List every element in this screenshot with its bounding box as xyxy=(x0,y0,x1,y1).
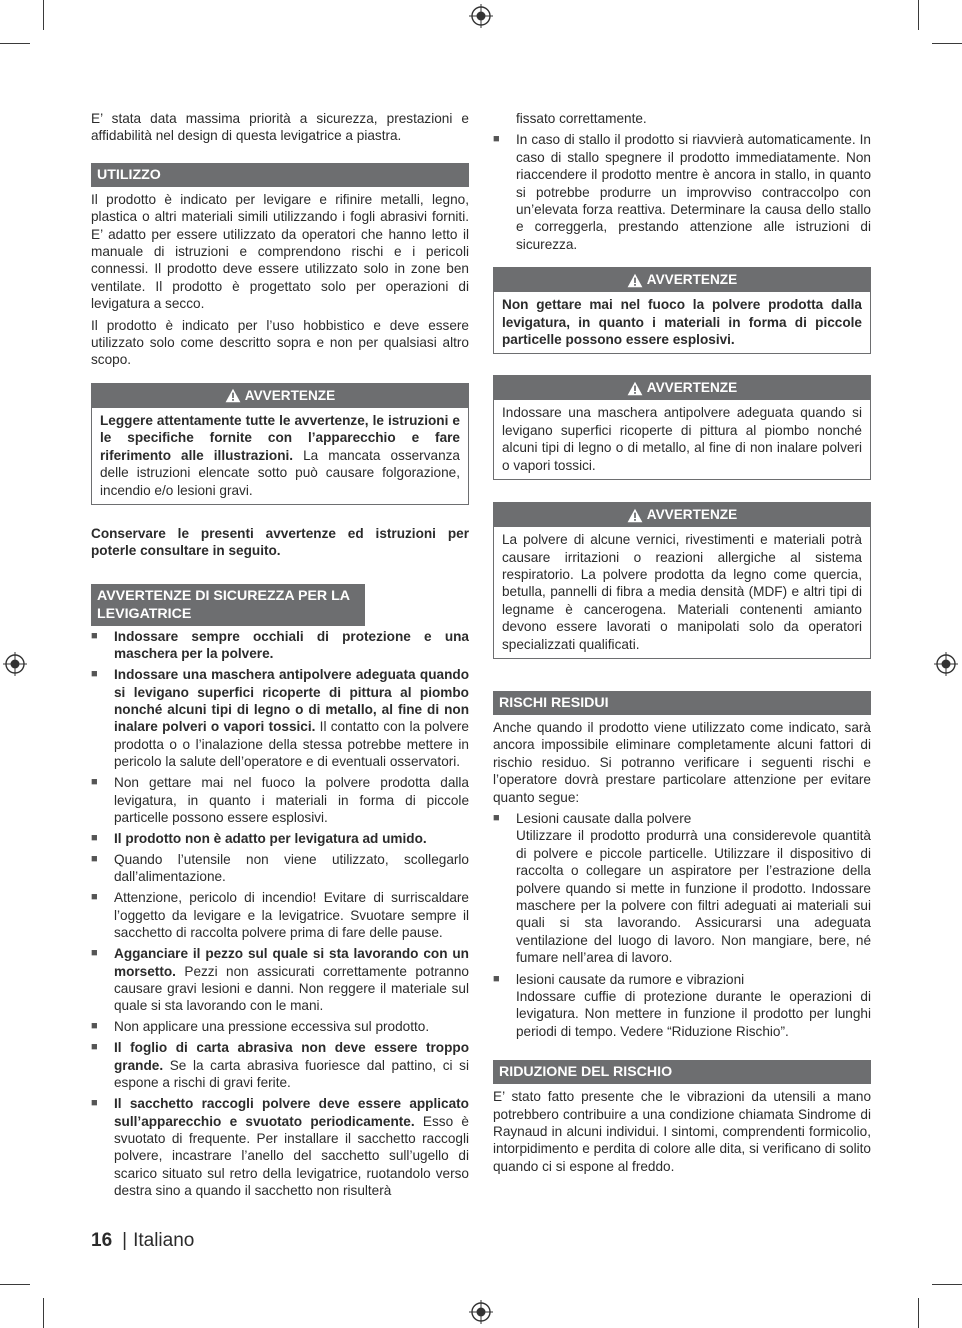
section-heading-utilizzo: UTILIZZO xyxy=(91,163,469,187)
item-text: Pezzi non assicurati correttamente potranno causare gravi lesioni e danni. Non reggere il materiale sul quale si sta lavorando con le mani. xyxy=(114,963,469,1014)
utilizzo-paragraph-2: Il prodotto è indicato per l’uso hobbistico e deve essere utilizzato solo come descritto sopra e non per qualsiasi altro scopo. xyxy=(91,317,469,368)
crop-mark xyxy=(43,0,44,30)
item-bold-text: Agganciare il pezzo sul quale si sta lavorando con un morsetto. xyxy=(114,946,469,979)
bullet-icon: ■ xyxy=(493,811,500,824)
section-heading-safety: AVVERTENZE DI SICUREZZA PER LA LEVIGATRICE xyxy=(91,584,365,626)
bullet-icon: ■ xyxy=(493,133,500,146)
bullet-icon: ■ xyxy=(493,972,500,985)
risk-text: Utilizzare il prodotto produrrà una considerevole quantità di polvere e piccole particelle. Utilizzare il dispositivo di raccolta o collegare un aspiratore per l’estrazione della polvere quando si mette in funzione il prodotto. Indossare maschere per la polvere con filtri adeguati ai materiali sui quali si sta lavorando. Assicurarsi una adeguata ventilazione del luogo di lavoro. Non mangiare, bere, né fumare nell’area di lavoro. xyxy=(516,828,871,966)
stall-list xyxy=(493,131,871,253)
warning-triangle-icon xyxy=(627,273,643,288)
registration-mark-icon xyxy=(469,4,493,28)
list-item xyxy=(493,971,871,1041)
registration-mark-icon xyxy=(3,652,27,676)
list-item xyxy=(91,851,469,886)
item-bold-text: Indossare sempre occhiali di protezione e una maschera per la polvere. xyxy=(114,628,469,662)
warning-box xyxy=(493,267,871,354)
bullet-icon: ■ xyxy=(91,1097,98,1110)
list-item xyxy=(91,1095,469,1199)
list-item xyxy=(493,131,871,253)
item-text: Quando l’utensile non viene utilizzato, scollegarlo dall’alimentazione. xyxy=(114,851,469,885)
bullet-icon: ■ xyxy=(91,1041,98,1054)
item-bold-text: Indossare una maschera antipolvere adeguata quando si levigano superfici ricoperte di pittura al piombo nonché alcuni tipi di legno o di metallo, al fine di non inalare polveri o vapori tossici. xyxy=(114,667,469,735)
warning-body: Indossare una maschera antipolvere adeguata quando si levigano superfici ricoperte di pittura al piombo nonché alcuni tipi di legno o di metallo, al fine di non inalare polveri o vapori tossici. xyxy=(502,405,862,473)
footer-separator: | xyxy=(122,1230,128,1251)
warning-title: AVVERTENZE xyxy=(244,387,336,403)
left-column xyxy=(91,110,469,1203)
registration-mark-icon xyxy=(469,1300,493,1324)
bullet-icon: ■ xyxy=(91,1020,98,1033)
item-bold-text: Il prodotto non è adatto per levigatura ad umido. xyxy=(114,830,427,846)
list-item xyxy=(91,628,469,663)
warning-triangle-icon xyxy=(627,381,643,396)
risk-text: Indossare cuffie di protezione durante le operazioni di levigatura. Non mettere in funzione il prodotto per lunghi periodi di tempo. Vedere “Riduzione Rischio”. xyxy=(516,989,871,1039)
risk-title: Lesioni causate dalla polvere xyxy=(516,810,692,826)
intro-text: E’ stata data massima priorità a sicurezza, prestazioni e affidabilità nel design di questa levigatrice a piastra. xyxy=(91,111,469,144)
bullet-icon: ■ xyxy=(91,776,98,789)
bullet-icon: ■ xyxy=(91,891,98,904)
warning-body: La polvere di alcune vernici, rivestimenti e materiali potrà causare irritazioni o reazioni allergiche al sistema respiratorio. La polvere prodotta da legno come quercia, betulla, pannelli di fibra a media densità (MDF) e altri tipi di legname è cancerogena. Materiali contenenti amianto devono essere lavorati o manipolati solo da operatori specializzati qualificati. xyxy=(502,532,862,652)
list-item xyxy=(91,1018,469,1035)
footer-language: Italiano xyxy=(133,1230,195,1251)
list-item xyxy=(493,810,871,967)
crop-mark xyxy=(43,1298,44,1328)
warning-header xyxy=(494,268,870,292)
warning-box xyxy=(493,502,871,659)
item-text: Se la carta abrasiva fuoriesce dal pattino, ci si espone a rischi di gravi ferite. xyxy=(114,1057,469,1091)
page-number: 16 xyxy=(91,1230,113,1251)
stall-text: In caso di stallo il prodotto si riavvierà automaticamente. In caso di stallo spegnere il prodotto immediatamente. Non riaccendere il prodotto mentre è ancora in stallo, in quanto si potrebbe produrre un improvviso contraccolpo con un’elevata forza reattiva. Determinare la causa dello stallo e correggerla, prestando attenzione alle istruzioni di sicurezza. xyxy=(516,132,871,252)
item-bold-text: Il sacchetto raccogli polvere deve essere applicato sull’apparecchio e svuotato periodicamente. xyxy=(114,1096,469,1129)
list-item xyxy=(91,945,469,1015)
bullet-icon: ■ xyxy=(91,668,98,681)
warning-triangle-icon xyxy=(627,508,643,523)
warning-box xyxy=(493,375,871,480)
section-heading-riduzione: RIDUZIONE DEL RISCHIO xyxy=(493,1060,871,1084)
conserve-note: Conservare le presenti avvertenze ed istruzioni per poterle consultare in seguito. xyxy=(91,525,469,559)
bullet-icon: ■ xyxy=(91,629,98,642)
list-item xyxy=(91,666,469,770)
item-text: Esso è svuotato di frequente. Per installare il sacchetto raccogli polvere, incastrare l’anello del sacchetto sull’ugello di scarico situato sul retro della levigatrice, ruotandolo verso destra sino a quando il sacchetto non risulterà xyxy=(114,1113,469,1199)
item-bold-text: Il foglio di carta abrasiva non deve essere troppo grande. xyxy=(114,1040,469,1073)
warning-bold-text: Leggere attentamente tutte le avvertenze, le istruzioni e le specifiche fornite con l’apparecchio e fare riferimento alle illustrazioni. xyxy=(100,412,460,463)
page-footer xyxy=(91,1229,194,1253)
riduzione-text: E’ stato fatto presente che le vibrazioni da utensili a mano potrebbero contribuire a una condizione chiamata Sindrome di Raynaud in alcuni individui. I sintomi, comprendenti formicolio, intorpidimento e perdita di colore alle dita, si verificano di solito quando ci si espone al freddo. xyxy=(493,1089,871,1174)
crop-mark xyxy=(0,1284,30,1285)
crop-mark xyxy=(932,43,962,44)
warning-text: La mancata osservanza delle istruzioni elencate sotto può causare folgorazione, incendio e/o lesioni gravi. xyxy=(100,447,460,498)
crop-mark xyxy=(918,1298,919,1328)
safety-list xyxy=(91,628,469,1200)
section-heading-rischi-residui: RISCHI RESIDUI xyxy=(493,691,871,715)
list-item xyxy=(91,1039,469,1091)
warning-triangle-icon xyxy=(225,388,241,403)
item-text: Non gettare mai nel fuoco la polvere prodotta dalla levigatura, in quanto i materiali in forma di piccole particelle possono essere esplosivi. xyxy=(114,775,469,825)
list-item xyxy=(91,774,469,826)
item-text: Attenzione, pericolo di incendio! Evitare di surriscaldare l’oggetto da levigare e la levigatrice. Svuotare sempre il sacchetto di raccolta polvere prima di fare delle pause. xyxy=(114,890,469,941)
rischi-intro: Anche quando il prodotto viene utilizzato come indicato, sarà ancora impossibile eliminare completamente alcuni fattori di rischio residuo. Si potranno verificare i seguenti rischi e l’operatore dovrà prestare particolare attenzione per evitare quanto segue: xyxy=(493,719,871,805)
continued-text: fissato correttamente. xyxy=(516,111,647,126)
list-item xyxy=(91,889,469,941)
warning-title: AVVERTENZE xyxy=(646,507,738,523)
bullet-icon: ■ xyxy=(91,947,98,960)
warning-box xyxy=(91,383,469,505)
item-text: Non applicare una pressione eccessiva sul prodotto. xyxy=(114,1019,430,1035)
warning-title: AVVERTENZE xyxy=(646,380,738,396)
registration-mark-icon xyxy=(934,652,958,676)
warning-body xyxy=(92,408,468,504)
list-item xyxy=(91,830,469,847)
crop-mark xyxy=(0,43,30,44)
rischi-list xyxy=(493,810,871,1040)
warning-header xyxy=(494,503,870,527)
utilizzo-paragraph-1: Il prodotto è indicato per levigare e rifinire metalli, legno, plastica o altri materiali simili utilizzando i fogli abrasivi forniti. E’ adatto per essere utilizzato da operatori che hanno letto il manuale di istruzioni e comprendono rischi e i pericoli connessi. Il prodotto deve essere utilizzato solo in zone ben ventilate. Il prodotto è progettato solo per operazioni di levigatura a secco. xyxy=(91,191,469,312)
warning-title: AVVERTENZE xyxy=(646,272,738,288)
warning-body: Non gettare mai nel fuoco la polvere prodotta dalla levigatura, in quanto i materiali in forma di piccole particelle possono essere esplosivi. xyxy=(502,297,862,348)
warning-header xyxy=(494,376,870,400)
risk-title: lesioni causate da rumore e vibrazioni xyxy=(516,971,745,987)
bullet-icon: ■ xyxy=(91,852,98,865)
crop-mark xyxy=(932,1284,962,1285)
bullet-icon: ■ xyxy=(91,831,98,844)
right-column xyxy=(493,110,871,1179)
item-text: Il contatto con la polvere prodotta o o l’inalazione della stessa potrebbe mettere in pericolo la salute dell’operatore e di eventuali osservatori. xyxy=(114,719,469,770)
crop-mark xyxy=(918,0,919,30)
warning-header xyxy=(92,384,468,408)
